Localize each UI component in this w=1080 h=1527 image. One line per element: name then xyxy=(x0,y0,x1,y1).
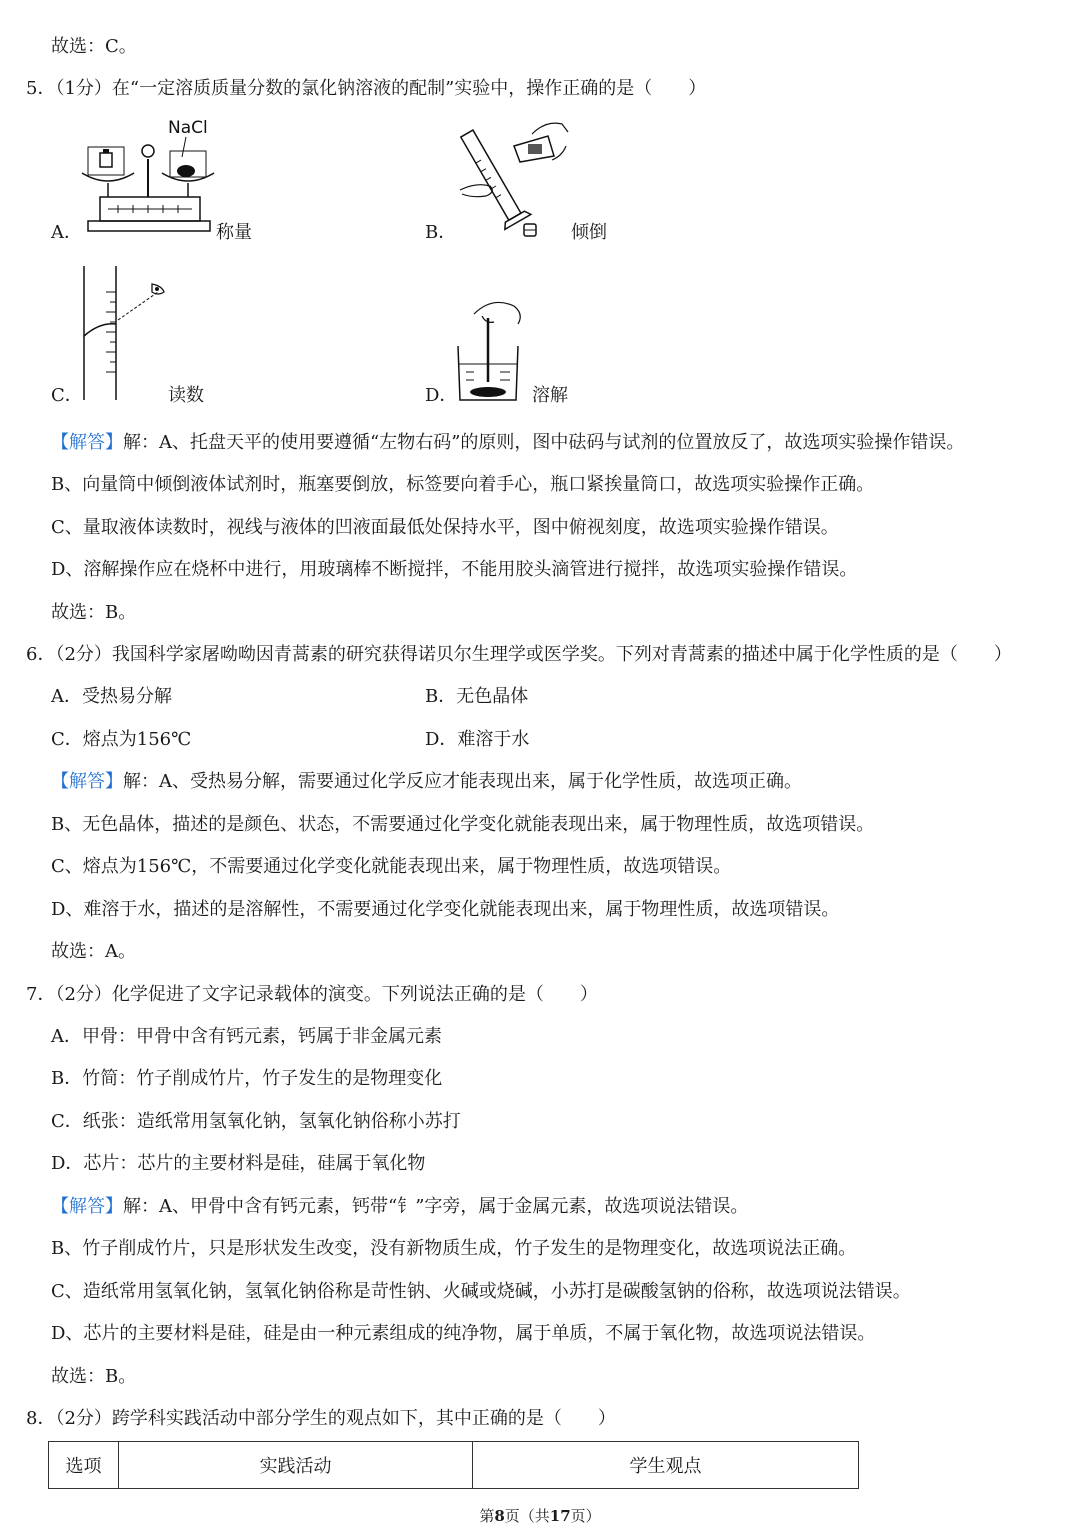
q7-option-d: D．芯片：芯片的主要材料是硅，硅属于氧化物 xyxy=(51,1153,426,1174)
table-header-option: 选项 xyxy=(49,1442,119,1489)
table-header-viewpoint: 学生观点 xyxy=(473,1442,859,1489)
q6-answer-line-1 xyxy=(51,770,802,794)
q7-answer-line-2: B、竹子削成竹片，只是形状发生改变，没有新物质生成，竹子发生的是物理变化，故选项说法正确。 xyxy=(51,1238,857,1259)
q7-option-c: C．纸张：造纸常用氢氧化钠，氢氧化钠俗称小苏打 xyxy=(51,1111,461,1132)
q6-option-b: B．无色晶体 xyxy=(425,686,529,707)
q5-option-a-letter: A． xyxy=(51,222,82,243)
q6-option-d: D．难溶于水 xyxy=(425,729,530,750)
dissolving-figure xyxy=(452,296,536,406)
q5-option-c-letter: C． xyxy=(51,385,83,406)
table-row xyxy=(49,1442,859,1489)
answer-tag: 【解答】 xyxy=(51,1196,123,1217)
page-footer: 第8页（共17页） xyxy=(479,1507,601,1525)
q6-answer-line-4: D、难溶于水，描述的是溶解性，不需要通过化学变化就能表现出来，属于物理性质，故选项错误。 xyxy=(51,899,840,920)
reading-figure xyxy=(78,262,168,402)
previous-answer-final: 故选：C。 xyxy=(51,36,137,57)
q5-option-b-caption: 倾倒 xyxy=(571,222,607,243)
q8-stem: 8．（2分）跨学科实践活动中部分学生的观点如下，其中正确的是（ ） xyxy=(26,1408,616,1429)
q7-answer-line-1 xyxy=(51,1195,748,1219)
q6-answer-line-2: B、无色晶体，描述的是颜色、状态，不需要通过化学变化就能表现出来，属于物理性质，故选项错误。 xyxy=(51,814,875,835)
page-total: 17 xyxy=(549,1507,571,1525)
q5-answer-line-2: B、向量筒中倾倒液体试剂时，瓶塞要倒放，标签要向着手心，瓶口紧挨量筒口，故选项实验操作正确。 xyxy=(51,474,875,495)
q5-option-a-caption: 称量 xyxy=(216,222,252,243)
nacl-label: NaCl xyxy=(168,118,208,138)
q7-option-a: A．甲骨：甲骨中含有钙元素，钙属于非金属元素 xyxy=(51,1026,442,1047)
table-header-activity: 实践活动 xyxy=(119,1442,473,1489)
answer-tag: 【解答】 xyxy=(51,432,123,453)
q7-option-b: B．竹简：竹子削成竹片，竹子发生的是物理变化 xyxy=(51,1068,443,1089)
answer-tag: 【解答】 xyxy=(51,771,123,792)
q5-option-c-caption: 读数 xyxy=(168,385,204,406)
q5-answer-line-4: D、溶解操作应在烧杯中进行，用玻璃棒不断搅拌，不能用胶头滴管进行搅拌，故选项实验操作错误。 xyxy=(51,559,858,580)
answer-text: 解：A、受热易分解，需要通过化学反应才能表现出来，属于化学性质，故选项正确。 xyxy=(123,771,802,792)
q5-final: 故选：B。 xyxy=(51,602,137,623)
q5-answer-line-1 xyxy=(51,431,964,455)
q8-table xyxy=(48,1441,859,1489)
q5-stem: 5．（1分）在“一定溶质质量分数的氯化钠溶液的配制”实验中，操作正确的是（ ） xyxy=(26,78,707,99)
q5-option-d-caption: 溶解 xyxy=(532,385,568,406)
q6-answer-line-3: C、熔点为156℃，不需要通过化学变化就能表现出来，属于物理性质，故选项错误。 xyxy=(51,856,732,877)
q6-option-c: C．熔点为156℃ xyxy=(51,729,192,750)
q7-answer-line-3: C、造纸常用氢氧化钠，氢氧化钠俗称是苛性钠、火碱或烧碱，小苏打是碳酸氢钠的俗称，故选项说法错误。 xyxy=(51,1281,911,1302)
q5-option-d-letter: D． xyxy=(425,385,458,406)
q7-final: 故选：B。 xyxy=(51,1366,137,1387)
balance-figure xyxy=(78,113,218,241)
q5-answer-line-3: C、量取液体读数时，视线与液体的凹液面最低处保持水平，图中俯视刻度，故选项实验操作错误。 xyxy=(51,517,839,538)
answer-text: 解：A、托盘天平的使用要遵循“左物右码”的原则，图中砝码与试剂的位置放反了，故选项实验操作错误。 xyxy=(123,432,965,453)
answer-text: 解：A、甲骨中含有钙元素，钙带“钅”字旁，属于金属元素，故选项说法错误。 xyxy=(123,1196,749,1217)
page-number: 8 xyxy=(494,1507,505,1525)
pouring-figure xyxy=(456,116,576,244)
q6-option-a: A．受热易分解 xyxy=(51,686,172,707)
q7-stem: 7．（2分）化学促进了文字记录载体的演变。下列说法正确的是（ ） xyxy=(26,984,598,1005)
q6-stem: 6．（2分）我国科学家屠呦呦因青蒿素的研究获得诺贝尔生理学或医学奖。下列对青蒿素的描述中属于化学性质的是（ ） xyxy=(26,644,1012,665)
q5-option-b-letter: B． xyxy=(425,222,457,243)
q7-answer-line-4: D、芯片的主要材料是硅，硅是由一种元素组成的纯净物，属于单质，不属于氧化物，故选项说法错误。 xyxy=(51,1323,876,1344)
q6-final: 故选：A。 xyxy=(51,941,136,962)
